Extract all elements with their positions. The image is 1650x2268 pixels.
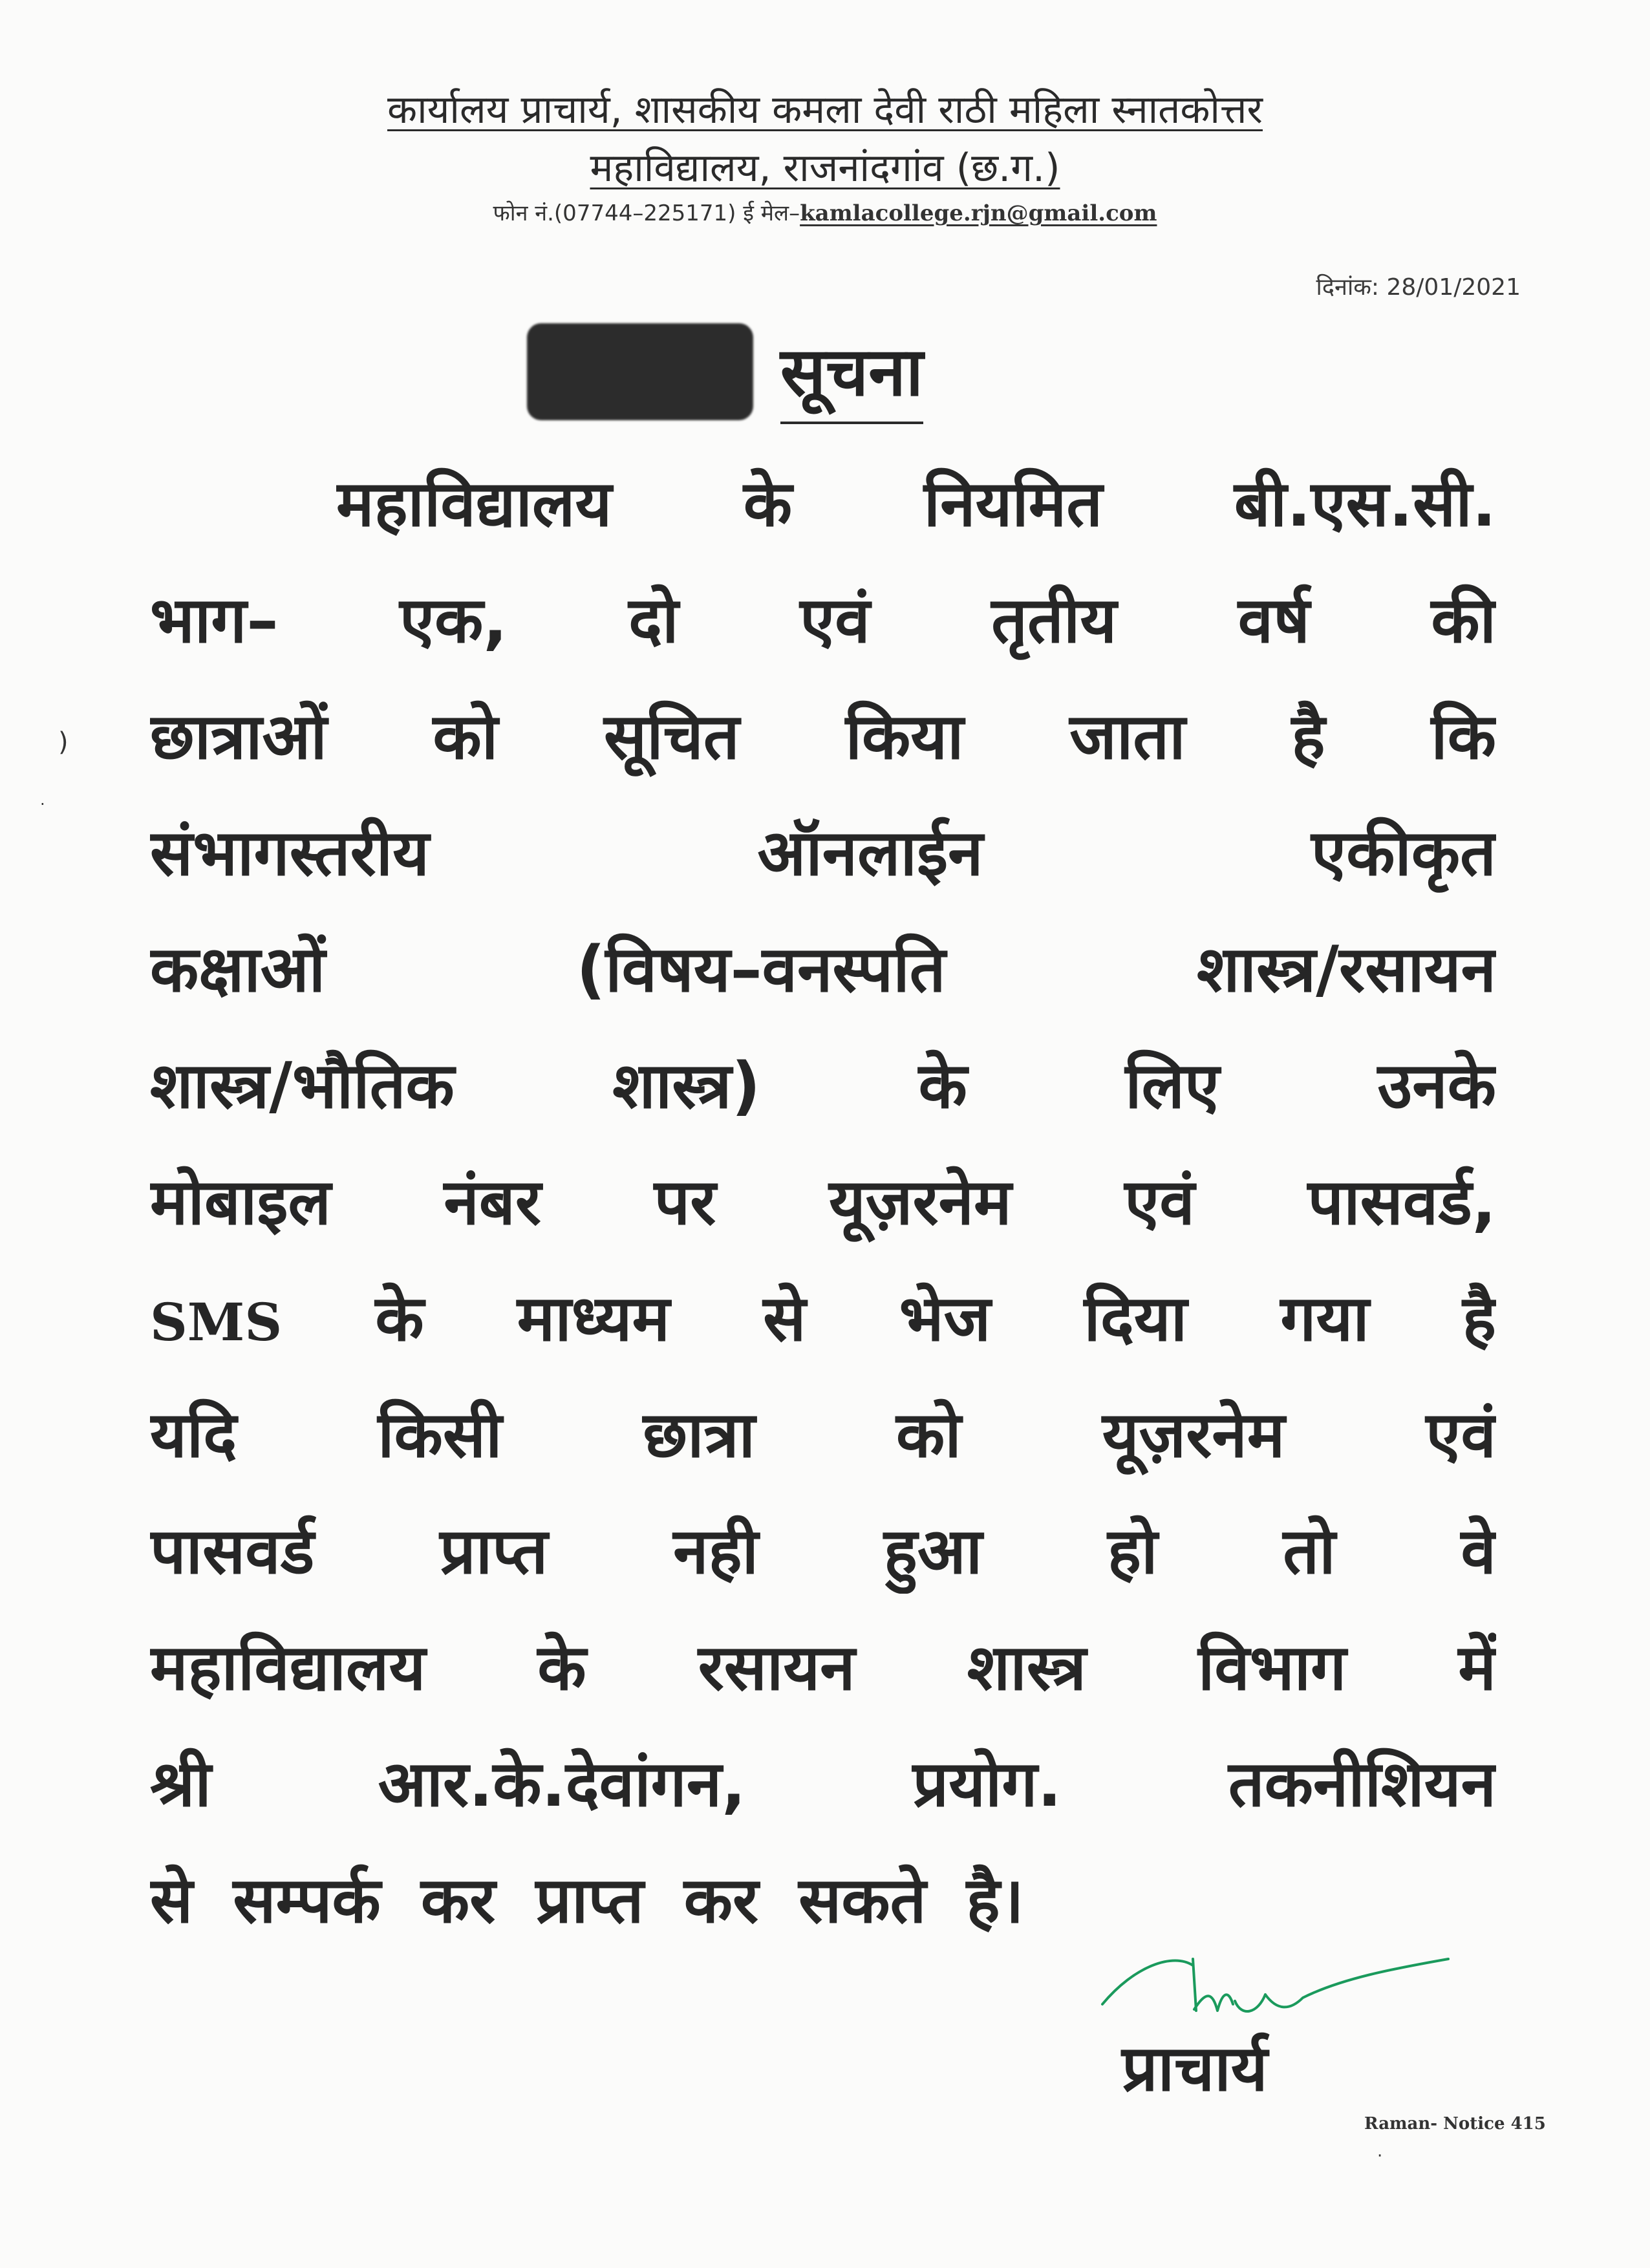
body-line-6: शास्त्र/भौतिक शास्त्र) के लिए उनके xyxy=(150,1049,1496,1123)
scan-mark-left: ) xyxy=(58,727,69,757)
office-header-line1-text: कार्यालय प्राचार्य, शासकीय कमला देवी राठी महिला स्नातकोत्तर xyxy=(387,87,1263,133)
scan-speck-bottom: · xyxy=(1377,2146,1383,2166)
signature-mark xyxy=(1096,1940,1458,2030)
reference-note: Raman- Notice 415 xyxy=(1364,2114,1546,2134)
sms-text: SMS xyxy=(150,1292,283,1353)
body-line-12: श्री आर.के.देवांगन, प्रयोग. तकनीशियन xyxy=(150,1748,1496,1821)
contact-line xyxy=(97,197,1553,230)
phone-text: फोन नं.(07744–225171) ई मेल– xyxy=(493,200,800,226)
office-header-line2-text: महाविद्यालय, राजनांदगांव (छ.ग.) xyxy=(590,145,1060,191)
office-header-line1 xyxy=(97,84,1553,136)
body-line-4: संभागस्तरीय ऑनलाईन एकीकृत xyxy=(150,817,1496,890)
body-line-11: महाविद्यालय के रसायन शास्त्र विभाग में xyxy=(150,1631,1496,1705)
scan-speck-left: · xyxy=(40,795,45,813)
email-link[interactable]: kamlacollege.rjn@gmail.com xyxy=(800,200,1157,226)
redacted-word: छात्रवृत्ति xyxy=(527,323,753,420)
title-word: सूचना xyxy=(780,323,923,424)
body-line-5: कक्षाओं (विषय–वनस्पति शास्त्र/रसायन xyxy=(150,933,1496,1007)
signature-stroke xyxy=(1102,1959,1448,2011)
body-line-3: छात्राओं को सूचित किया जाता है कि xyxy=(150,700,1496,774)
notice-title xyxy=(527,323,923,424)
principal-title: प्राचार्य xyxy=(1122,2032,1268,2106)
body-line-13: से सम्पर्क कर प्राप्त कर सकते है। xyxy=(150,1864,1024,1938)
office-header-line2 xyxy=(97,142,1553,194)
body-line-8 xyxy=(150,1277,1496,1361)
body-line-1: महाविद्यालय के नियमित बी.एस.सी. xyxy=(336,467,1496,541)
body-line-8-text: के माध्यम से भेज दिया गया है xyxy=(375,1282,1496,1356)
body-line-10: पासवर्ड प्राप्त नही हुआ हो तो वे xyxy=(150,1515,1496,1589)
notice-date: दिनांक: 28/01/2021 xyxy=(1316,274,1521,301)
body-line-2: भाग– एक, दो एवं तृतीय वर्ष की xyxy=(150,584,1496,658)
body-line-7: मोबाइल नंबर पर यूज़रनेम एवं पासवर्ड, xyxy=(150,1166,1496,1239)
body-line-9: यदि किसी छात्रा को यूज़रनेम एवं xyxy=(150,1398,1496,1472)
